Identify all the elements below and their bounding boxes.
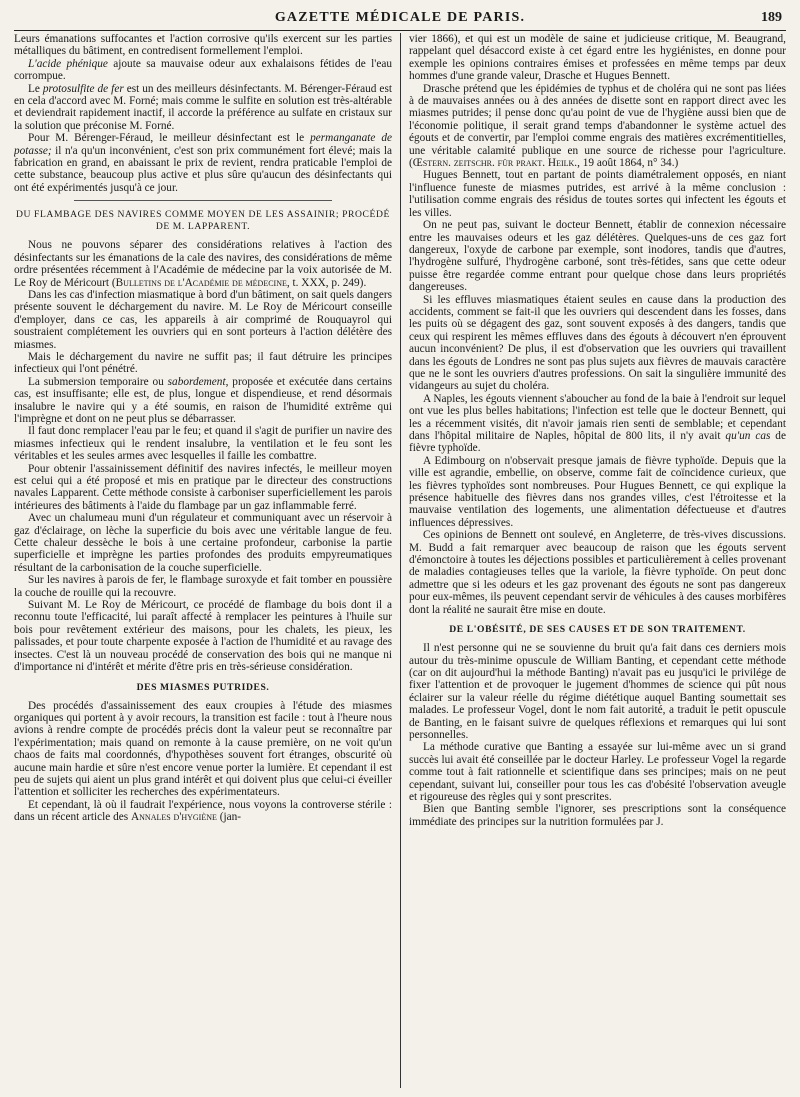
paragraph-text: Drasche prétend que les épidémies de typhus et de choléra qui ne sont pas liées à de mauvaises années ou à des années de disette sont en rapport direct avec les miasmes putrides; il pense donc qu'au point de vue de l'hygiène aussi bien que de l'économie politique, il serait grand temps d'abandonner le système actuel des égouts et de convertir, par l'emploi comme engrais des matières excrémentitielles, une véritable calamité publique en une source de richesse pour l'agriculture. ( [409, 82, 786, 170]
paragraph: Des procédés d'assainissement des eaux croupies à l'étude des miasmes organiques qui portent à y avoir recours, la transition est facile : tout à l'heure nous avions à rendre compte de procédés précis dont la valeur peut se reconnaître par l'expérimentation; mais quand on remonte à la cause première, on ne voit qu'un chaos de faits mal coordonnés, d'hypothèses souvent fort étranges, obscurité où aucune main hardie et sûre n'est encore venue porter la lumière. Et cependant il est peu de sujets qui aient un plus grand intérêt et qui doivent plus que celui-ci éveiller l'attention et solliciter les recherches des expérimentateurs. [14, 699, 392, 799]
paragraph-text: Nous ne pouvons séparer des considérations relatives à l'action des désinfectants sur les émanations de la cale des navires, des considérations de même ordre présentées récemment à l'Académie de médecine par la voix autorisée de M. Le Roy de Méricourt ( [14, 239, 392, 289]
paragraph-text: , 19 août 1864, n° 34.) [577, 157, 679, 170]
paragraph-text: , proposée et exécutée dans certains cas, est insuffisante; elle est, de plus, longue et dispendieuse, et rend désormais insalubre le navire qui y a été soumis, en raison de l'humidité extrême qui l'imprègne et dont on ne peut plus se débarrasser. [14, 375, 392, 425]
paragraph-text: il n'a qu'un inconvénient, c'est son prix communément fort élevé; mais la fabrication en grand, en abaissant le prix de revient, rendra praticable l'emploi de cette substance, beaucoup plus active et plus sûre qu'aucun des désinfectants qui ont été expérimentés jusqu'à ce jour. [14, 144, 392, 194]
paragraph: vier 1866), et qui est un modèle de saine et judicieuse critique, M. Beaugrand, rappelant quel désaccord existe à cet égard entre les hygiénistes, en donne pour exemple les opinions contraires émises et professées en même temps par deux hommes d'une grande valeur, Drasche et Hugues Bennett. [409, 33, 786, 83]
paragraph [14, 83, 392, 133]
paragraph-text: La submersion temporaire ou [28, 375, 168, 388]
citation: Œstern. zeitschr. für prakt. Heilk. [412, 157, 578, 170]
section-title-flambage: DU FLAMBAGE DES NAVIRES COMME MOYEN DE LES ASSAINIR; PROCÉDÉ DE M. LAPPARENT. [15, 209, 391, 233]
paragraph: Bien que Banting semble l'ignorer, ses prescriptions sont la conséquence immédiate des principes sur la nutrition formulées par J. [409, 803, 786, 828]
paragraph-text: de fièvre typhoïde. [409, 430, 786, 455]
left-column [14, 33, 400, 1088]
newspaper-page [0, 6, 800, 1097]
paragraph: Hugues Bennett, tout en partant de points diamétralement opposés, en niant l'influence funeste de miasmes putrides, est arrivé à la même conclusion : l'utilisation comme engrais des résidus de toutes sortes qui infectent les égouts et les villes. [409, 169, 786, 219]
paragraph [14, 239, 392, 289]
text-columns [14, 33, 786, 1088]
paragraph: A Edimbourg on n'observait presque jamais de fièvre typhoïde. Depuis que la ville est agrandie, embellie, on observe, comme fait de coïncidence curieux, que les fièvres typhoïdes sont nombreuses. Pour Hugues Bennett, ce qui explique la présence habituelle des fièvres dans nos grandes villes, c'est l'étroitesse et la mauvaise ventilation des logements, une alimentation défectueuse et d'autres influences dépressives. [409, 454, 786, 529]
section-title-miasmes: DES MIASMES PUTRIDES. [136, 681, 270, 693]
paragraph-text: Le [28, 82, 43, 95]
running-title: GAZETTE MÉDICALE DE PARIS. [274, 10, 526, 25]
paragraph-text: est un des meilleurs désinfectants. M. Bérenger-Féraud est en cela d'accord avec M. Forné; mais comme le sulfite en solution est très-altérable et deviendrait rapidement inactif, il accorde la préférence au sulfate en cristaux sur la solution que préconise M. Forné. [14, 82, 392, 132]
paragraph: Leurs émanations suffocantes et l'action corrosive qu'ils exercent sur les parties métalliques du bâtiment, en contredisent formellement l'emploi. [14, 33, 392, 58]
paragraph: Il n'est personne qui ne se souvienne du bruit qu'a fait dans ces derniers mois autour du très-minime opuscule de William Banting, et cependant cette méthode (car on dit aujourd'hui la méthode Banting) n'avait pas eu jusqu'ici le privilége de fixer l'attention et de provoquer le jugement d'hommes de science qui pût nous éclairer sur la valeur réelle du régime diététique auquel Banting soumettait ses malades. Le professeur Vogel, dont le nom fait autorité, a traduit le petit opuscule de Banting, en le faisant suivre de quelques réflexions et remarques qui lui sont personnelles. [409, 642, 786, 741]
paragraph [14, 799, 392, 824]
italic-term: sabordement [167, 375, 226, 388]
paragraph: Mais le déchargement du navire ne suffit pas; il faut détruire les principes infectieux qui l'ont pénétré. [14, 350, 392, 376]
paragraph: Pour obtenir l'assainissement définitif des navires infectés, le meilleur moyen est celui qui a été proposé et mis en pratique par le directeur des constructions navales Lapparent. Cette méthode consiste à carboniser superficiellement les parois intérieures des bâtiments à l'aide du flambage par un gaz inflammable ferré. [14, 462, 392, 512]
paragraph [409, 393, 786, 455]
paragraph [14, 376, 392, 426]
citation: Annales d'hygiène [131, 811, 217, 824]
paragraph: Ces opinions de Bennett ont soulevé, en Angleterre, de très-vives discussions. M. Budd a fait remarquer avec beaucoup de raison que les égouts servent d'émonctoire à toutes les déjections possibles et particulièrement à celles provenant de maladies contagieuses telles que la variole, la fièvre typhoïde. On peut donc admettre que si les odeurs et les gaz provenant des égouts ne sont pas dangereux pour eux-mêmes, ils peuvent cependant servir de véhicules à des causes morbifères dont la réalité ne saurait être mise en doute. [409, 529, 786, 616]
paragraph-text: Et cependant, là où il faudrait l'expérience, nous voyons la controverse stérile : dans un récent article des [14, 798, 392, 824]
section-divider [74, 200, 332, 201]
page-number: 189 [761, 10, 782, 25]
paragraph-text: A Naples, les égouts viennent s'aboucher au fond de la baie à l'endroit sur lequel ont vue les plus belles habitations; l'infection est telle que le docteur Bennett, qui les a récemment visités, dit n'avoir jamais rien senti de semblable; et cependant dans l'hôpital militaire de Naples, hôpital de 800 lits, il n'y avait [409, 392, 786, 442]
paragraph: Avec un chalumeau muni d'un régulateur et communiquant avec un réservoir à gaz d'éclairage, on lèche la superficie du bois avec une véritable langue de feu. Cette chaleur dessèche le bois à une certaine profondeur, carbonise la partie superficielle et imprègne les parties profondes des produits empyreumatiques résultant de la carbonisation de la couche superficielle. [14, 512, 392, 574]
paragraph: Sur les navires à parois de fer, le flambage suroxyde et fait tomber en poussière la couche de rouille qui la recouvre. [14, 574, 392, 599]
italic-term: permanganate de potasse; [14, 132, 392, 157]
paragraph-text: ajoute sa mauvaise odeur aux exhalaisons fétides de l'eau corrompue. [14, 57, 392, 83]
paragraph [14, 132, 392, 194]
paragraph: Si les effluves miasmatiques étaient seules en cause dans la production des accidents, comment se fait-il que les ouvriers qui descendent dans les fosses, dans les puits où se dégagent des gaz, sont souvent exposés à des dangers, tandis que ceux qui respirent les mêmes effluves dans des égouts à découvert n'en éprouvent aucun inconvénient? De plus, il est d'observation que les ouvriers qui travaillent dans les égouts de Londres ne sont pas plus sujets aux fièvres de mauvais caractère que ne le sont les ouvriers d'autres professions. On sait la singulière immunité des vidangeurs au sujet du choléra. [409, 293, 786, 393]
paragraph-text: , t. XXX, p. 249). [286, 276, 367, 289]
section-title-obesite: DE L'OBÉSITÉ, DE SES CAUSES ET DE SON TRAITEMENT. [449, 624, 746, 636]
paragraph [409, 83, 786, 170]
paragraph-text: (jan- [216, 811, 242, 824]
italic-term: protosulfite de fer [42, 82, 124, 95]
citation: Bulletins de l'Académie de médecine [115, 276, 287, 289]
page-header [14, 6, 786, 31]
italic-term: qu'un cas [725, 430, 771, 442]
paragraph: On ne peut pas, suivant le docteur Bennett, établir de connexion nécessaire entre les mauvaises odeurs et les gaz délétères. Quelques-uns de ces gaz fort dangereux, l'oxyde de carbone par exemple, sont inodores, tandis que d'autres, l'hydrogène sulfuré, l'hydrogène carboné, sont très-fétides, sans que cette odeur puisse être regardée comme entrant pour quelque chose dans leurs propriétés dangereuses. [409, 219, 786, 294]
right-column [400, 33, 786, 1088]
paragraph: Suivant M. Le Roy de Méricourt, ce procédé de flambage du bois dont il a reconnu toute l'efficacité, lui paraît affecté à remplacer les peintures à l'huile sur bois pour revêtement extérieur des maisons, pour les chalets, les pieux, les palissades, et pour toute charpente exposée à l'action de l'humidité et au ravage des insectes. C'est là un nouveau procédé de conservation des bois qui ne manque ni d'importance ni d'intérêt et mérite d'être pris en très-sérieuse considération. [14, 599, 392, 674]
paragraph: La méthode curative que Banting a essayée sur lui-même avec un si grand succès lui avait été conseillée par le docteur Harley. Le professeur Vogel la regarde comme tout à fait rationnelle et scientifique dans ses principes; mais on ne peut cependant, suivant lui, conseiller pour tous les cas d'obésité l'observation aveugle et rigoureuse des règles qui y sont prescrites. [409, 741, 786, 803]
paragraph [14, 58, 392, 83]
italic-term: L'acide phénique [28, 57, 108, 70]
paragraph-text: Pour M. Bérenger-Féraud, le meilleur désinfectant est le [28, 132, 311, 145]
paragraph: Il faut donc remplacer l'eau par le feu; et quand il s'agit de purifier un navire des miasmes infectieux qui le rendent insalubre, la ventilation et le feu sont les véritables et les seules armes avec lesquelles il faille les combattre. [14, 425, 392, 463]
paragraph: Dans les cas d'infection miasmatique à bord d'un bâtiment, on sait quels dangers présente souvent le déchargement du navire. M. Le Roy de Méricourt conseille d'employer, dans ce cas, les appareils à air comprimé de Rouquayrol qui soustraient complétement les ouvriers qui en sont porteurs à l'action délétère des miasmes. [14, 288, 392, 351]
